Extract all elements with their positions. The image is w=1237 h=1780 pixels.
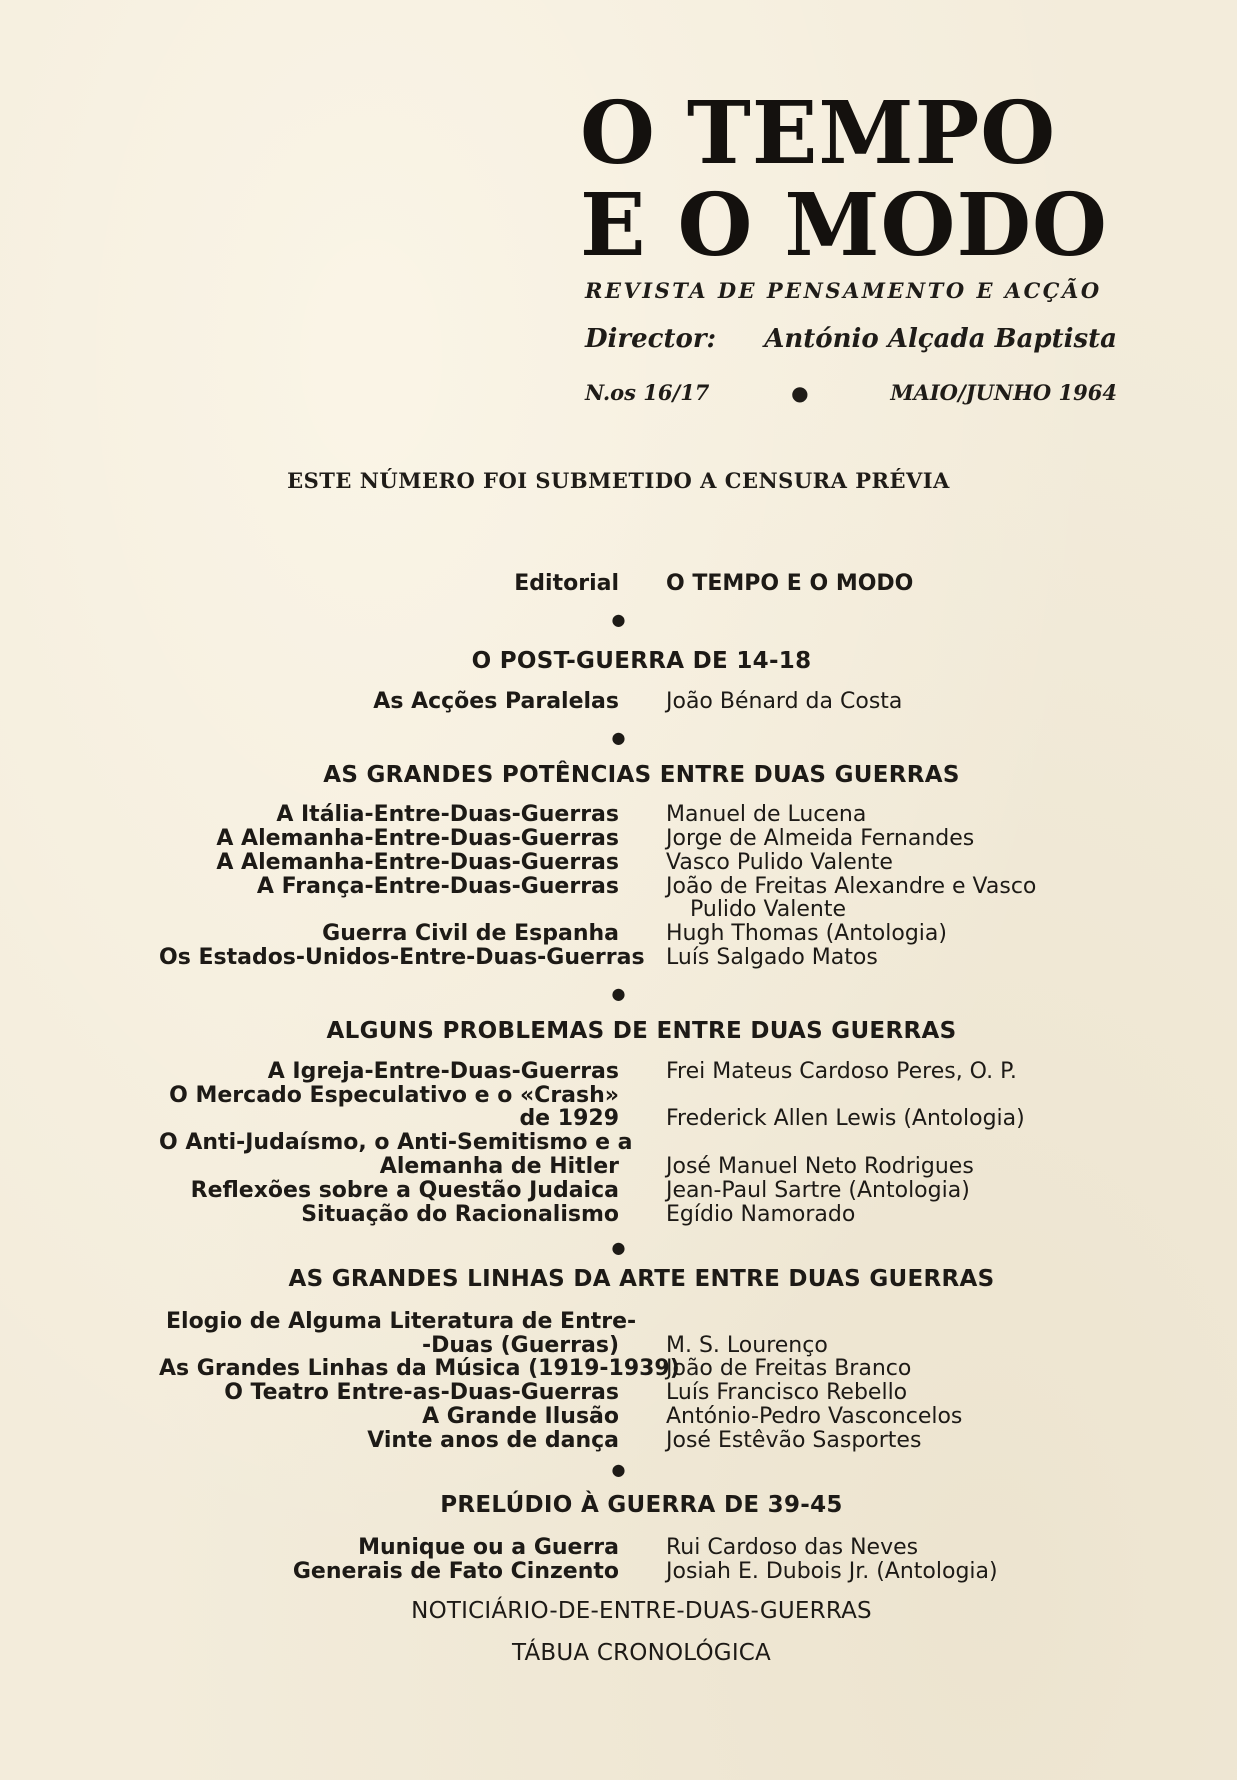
editorial-title: O TEMPO E O MODO (666, 571, 914, 596)
entry-author: Egídio Namorado (666, 1202, 856, 1227)
issue-number: N.os 16/17 (585, 380, 710, 405)
entry-title: Os Estados-Unidos-Entre-Duas-Guerras (159, 945, 645, 970)
entry-title: Generais de Fato Cinzento (292, 1559, 619, 1584)
entry-title: A Itália-Entre-Duas-Guerras (276, 802, 619, 827)
entry-title: Guerra Civil de Espanha (322, 921, 619, 946)
section-heading: PRELÚDIO À GUERRA DE 39-45 (440, 1492, 843, 1518)
entry-title-continuation: -Duas (Guerras) (421, 1333, 619, 1358)
censorship-notice: ESTE NÚMERO FOI SUBMETIDO A CENSURA PRÉVIA (287, 468, 950, 493)
entry-author: Hugh Thomas (Antologia) (666, 921, 947, 946)
entry-title: As Grandes Linhas da Música (1919-1939) (159, 1356, 680, 1381)
entry-author: Jorge de Almeida Fernandes (666, 826, 975, 851)
section-heading: AS GRANDES LINHAS DA ARTE ENTRE DUAS GUERRAS (288, 1266, 995, 1292)
issue-bullet: ● (791, 380, 809, 405)
entry-author: Manuel de Lucena (666, 802, 867, 827)
entry-author: José Manuel Neto Rodrigues (666, 1154, 974, 1179)
entry-title: A França-Entre-Duas-Guerras (256, 874, 619, 899)
editorial-label: Editorial (514, 571, 619, 596)
tagline: REVISTA DE PENSAMENTO E ACÇÃO (585, 278, 1102, 303)
section-heading: AS GRANDES POTÊNCIAS ENTRE DUAS GUERRAS (323, 762, 960, 788)
entry-title: O Mercado Especulativo e o «Crash» (169, 1083, 619, 1108)
masthead-title (580, 83, 1140, 276)
entry-title: A Alemanha-Entre-Duas-Guerras (216, 850, 619, 875)
entry-title: Elogio de Alguma Literatura de Entre- (166, 1309, 637, 1334)
entry-author: Frei Mateus Cardoso Peres, O. P. (666, 1059, 1017, 1084)
entry-title: As Acções Paralelas (373, 689, 619, 714)
section-heading: ALGUNS PROBLEMAS DE ENTRE DUAS GUERRAS (326, 1018, 957, 1044)
separator-bullet: ● (611, 728, 626, 747)
entry-author: Luís Salgado Matos (666, 945, 878, 970)
entry-title: Vinte anos de dança (367, 1428, 619, 1453)
separator-bullet: ● (611, 610, 626, 629)
entry-title-continuation: Alemanha de Hitler (379, 1154, 619, 1179)
entry-author: João Bénard da Costa (666, 689, 903, 714)
entry-author: Rui Cardoso das Neves (666, 1535, 919, 1560)
issue-date: MAIO/JUNHO 1964 (890, 380, 1117, 405)
entry-author: José Estêvão Sasportes (666, 1428, 922, 1453)
entry-title: O Teatro Entre-as-Duas-Guerras (224, 1380, 619, 1405)
closing-item-tabua: TÁBUA CRONOLÓGICA (511, 1640, 771, 1666)
masthead-line-2: E O MODO (580, 175, 1108, 276)
entry-author: M. S. Lourenço (666, 1333, 828, 1358)
closing-item-noticiario: NOTICIÁRIO-DE-ENTRE-DUAS-GUERRAS (411, 1598, 872, 1624)
entry-author: Josiah E. Dubois Jr. (Antologia) (666, 1559, 998, 1584)
director-name: António Alçada Baptista (764, 324, 1117, 354)
entry-title: O Anti-Judaísmo, o Anti-Semitismo e a (159, 1130, 633, 1155)
entry-title: A Alemanha-Entre-Duas-Guerras (216, 826, 619, 851)
entry-author: Jean-Paul Sartre (Antologia) (666, 1178, 970, 1203)
separator-bullet: ● (611, 1460, 626, 1479)
masthead-line-1: O TEMPO (580, 83, 1057, 184)
entry-author: Luís Francisco Rebello (666, 1380, 908, 1405)
entry-title: A Igreja-Entre-Duas-Guerras (267, 1059, 619, 1084)
separator-bullet: ● (611, 1238, 626, 1257)
director-line (585, 324, 1117, 354)
section-heading: O POST-GUERRA DE 14-18 (471, 648, 812, 674)
issue-line (585, 380, 1117, 405)
director-label: Director: (585, 324, 717, 354)
entry-title: Munique ou a Guerra (358, 1535, 619, 1560)
entry-author: António-Pedro Vasconcelos (666, 1404, 963, 1429)
entry-author: Vasco Pulido Valente (666, 850, 893, 875)
entry-author: João de Freitas Branco (666, 1356, 912, 1381)
separator-bullet: ● (611, 984, 626, 1003)
entry-title: Reflexões sobre a Questão Judaica (190, 1178, 619, 1203)
entry-author: João de Freitas Alexandre e Vasco (666, 874, 1037, 899)
entry-author: Frederick Allen Lewis (Antologia) (666, 1106, 1025, 1131)
entry-title: Situação do Racionalismo (301, 1202, 619, 1227)
entry-title-continuation: de 1929 (519, 1106, 619, 1131)
entry-author-continuation: Pulido Valente (690, 897, 847, 922)
entry-title: A Grande Ilusão (422, 1404, 619, 1429)
